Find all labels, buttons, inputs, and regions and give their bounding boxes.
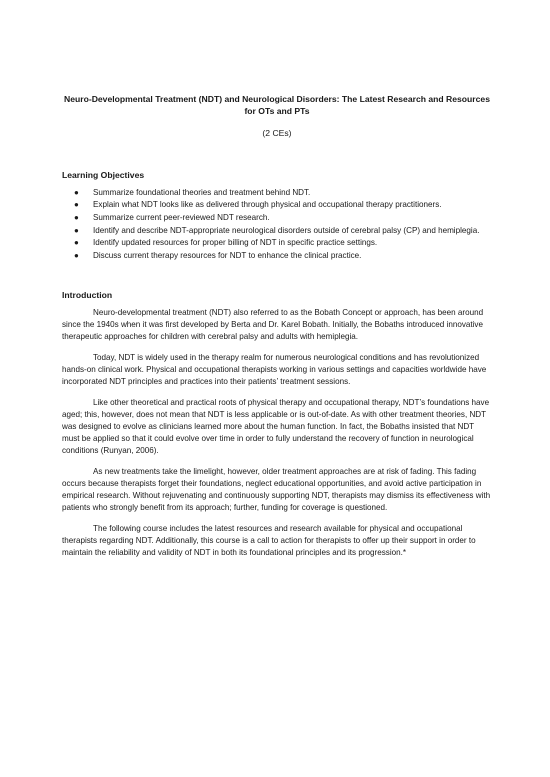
intro-paragraph: Like other theoretical and practical roots of physical therapy and occupational therapy, NDT’s foundations have aged; this, however, does not mean that NDT is less applicable or is out-of-date. As with other treatment theories, NDT was designed to evolve as clinicians learned more about the human function. In fact, the Bobaths insisted that NDT must be applied so that it could evolve over time in order to fully understand the recovery of function in neurological conditions (Runyan, 2006). bbox=[62, 398, 490, 456]
objective-text: Identify updated resources for proper billing of NDT in specific practice settings. bbox=[93, 238, 378, 248]
objective-item bbox=[62, 199, 492, 211]
bullet-icon: ● bbox=[74, 238, 79, 248]
intro-paragraph: Today, NDT is widely used in the therapy realm for numerous neurological conditions and has revolutionized hands-on clinical work. Physical and occupational therapists working in various settings and capacities worldwide have incorporated NDT principles and practices into their patients’ treatment sessions. bbox=[62, 353, 487, 387]
bullet-icon: ● bbox=[74, 187, 79, 197]
intro-paragraph: As new treatments take the limelight, however, older treatment approaches are at risk of fading. This fading occurs because therapists forget their foundations, neglect educational opportunities, and avoid active participation in empirical research. Without rejuvenating and continuously supporting NDT, therapists may dismiss its effectiveness with patients who strongly benefit from its approach; further, funding for coverage is questioned. bbox=[62, 467, 491, 513]
document-title: Neuro-Developmental Treatment (NDT) and Neurological Disorders: The Latest Research and Resources for OTs and PTs bbox=[64, 94, 490, 117]
objective-item bbox=[62, 187, 492, 199]
intro-paragraph: Neuro-developmental treatment (NDT) also referred to as the Bobath Concept or approach, has been around since the 1940s when it was first developed by Berta and Dr. Karel Bobath. Initially, the Bobaths introduced innovative therapeutic approaches for children with cerebral palsy and adults with hemiplegia. bbox=[62, 308, 484, 342]
document-content bbox=[62, 93, 492, 568]
objective-text: Discuss current therapy resources for NDT to enhance the clinical practice. bbox=[93, 250, 362, 260]
ce-credits: (2 CEs) bbox=[262, 127, 292, 138]
bullet-icon: ● bbox=[74, 213, 79, 222]
learning-objectives-list bbox=[62, 187, 492, 262]
learning-objectives-heading: Learning Objectives bbox=[62, 169, 145, 180]
objective-text: Summarize foundational theories and treatment behind NDT. bbox=[93, 187, 311, 197]
objective-text: Identify and describe NDT-appropriate neurological disorders outside of cerebral palsy (CP) and hemiplegia. bbox=[93, 225, 480, 235]
objective-item bbox=[62, 250, 492, 262]
intro-paragraph: The following course includes the latest resources and research available for physical and occupational therapists regarding NDT. Additionally, this course is a call to action for therapists to offer up their support in order to maintain the reliability and validity of NDT in both its foundational principles and its progression.* bbox=[62, 524, 476, 558]
bullet-icon: ● bbox=[74, 225, 79, 235]
objective-text: Summarize current peer-reviewed NDT research. bbox=[93, 213, 270, 222]
objective-item bbox=[62, 237, 492, 249]
introduction-heading: Introduction bbox=[62, 290, 113, 301]
bullet-icon: ● bbox=[74, 250, 79, 260]
objective-text: Explain what NDT looks like as delivered through physical and occupational therapy practitioners. bbox=[93, 200, 442, 210]
bullet-icon: ● bbox=[74, 200, 79, 210]
objective-item bbox=[62, 225, 492, 237]
objective-item bbox=[62, 212, 492, 224]
